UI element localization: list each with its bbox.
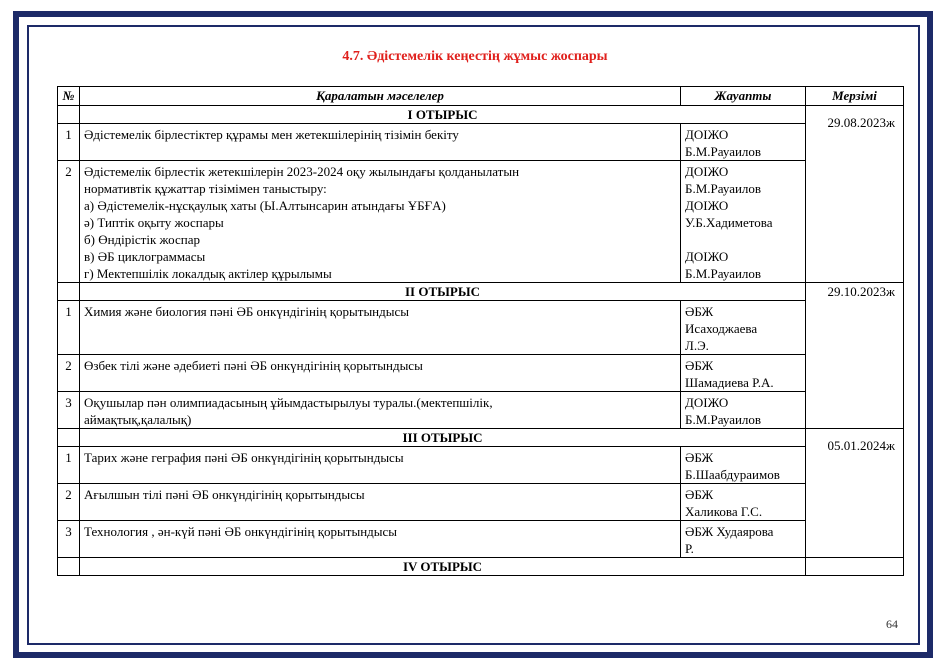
row-number: 1 <box>58 124 80 161</box>
row-topic <box>80 484 681 521</box>
page-title: 4.7. Әдістемелік кеңестің жұмыс жоспары <box>342 49 608 64</box>
text-line: ДОІЖО <box>685 249 729 264</box>
session-row <box>58 558 904 576</box>
table-row <box>58 392 904 429</box>
session-date <box>806 558 904 576</box>
table-row <box>58 355 904 392</box>
session-title: II ОТЫРЫС <box>80 283 806 301</box>
text-line: Химия және биология пәні ӘБ онкүндігінің қорытындысы <box>84 304 409 319</box>
text-line: ДОІЖО <box>685 164 729 179</box>
row-topic <box>80 447 681 484</box>
table-row <box>58 124 904 161</box>
text-line: У.Б.Хадиметова <box>685 215 773 230</box>
text-line: б) Өндірістік жоспар <box>84 232 200 247</box>
session-number-cell <box>58 283 80 301</box>
text-line: Б.Шаабдураимов <box>685 467 780 482</box>
session-number-cell <box>58 558 80 576</box>
text-line: ДОІЖО <box>685 198 729 213</box>
text-line: г) Мектепшілік локалдық актілер құрылымы <box>84 266 332 281</box>
session-row <box>58 429 904 447</box>
text-line: ДОІЖО <box>685 395 729 410</box>
row-responsible <box>681 301 806 355</box>
text-line: Оқушылар пән олимпиадасының ұйымдастырылуы туралы.(мектепшілік, <box>84 395 493 410</box>
table-row <box>58 484 904 521</box>
text-line: Технология , ән-күй пәні ӘБ онкүндігінің қорытындысы <box>84 524 398 539</box>
row-topic <box>80 301 681 355</box>
text-line: Шамадиева Р.А. <box>685 375 774 390</box>
row-topic <box>80 355 681 392</box>
text-line: Л.Э. <box>685 338 709 353</box>
row-number: 1 <box>58 301 80 355</box>
header-date: Мерзімі <box>806 87 904 106</box>
row-number: 3 <box>58 521 80 558</box>
text-line: Ағылшын тілі пәні ӘБ онкүндігінің қорытындысы <box>84 487 365 502</box>
row-number: 2 <box>58 161 80 283</box>
text-line: ӘБЖ <box>685 304 714 319</box>
text-line: ӘБЖ <box>685 450 714 465</box>
session-date: 29.08.2023ж <box>806 106 904 283</box>
header-responsible: Жауапты <box>681 87 806 106</box>
row-responsible <box>681 355 806 392</box>
row-responsible <box>681 124 806 161</box>
session-number-cell <box>58 106 80 124</box>
table-header-row <box>58 87 904 106</box>
text-line: Халикова Г.С. <box>685 504 763 519</box>
session-date: 05.01.2024ж <box>806 429 904 558</box>
text-line: Р. <box>685 541 694 556</box>
page-number: 64 <box>886 617 898 631</box>
session-title: I ОТЫРЫС <box>80 106 806 124</box>
row-topic <box>80 124 681 161</box>
row-topic <box>80 392 681 429</box>
text-line: Б.М.Рауаилов <box>685 266 762 281</box>
text-line: аймақтық,қалалық) <box>84 412 192 427</box>
text-line: Әдістемелік бірлестіктер құрамы мен жетекшілерінің тізімін бекіту <box>84 127 459 142</box>
row-topic <box>80 521 681 558</box>
text-line: ә) Типтік оқыту жоспары <box>84 215 224 230</box>
text-line: Исаходжаева <box>685 321 758 336</box>
row-responsible <box>681 484 806 521</box>
row-responsible <box>681 161 806 283</box>
text-line: а) Әдістемелік-нұсқаулық хаты (Ы.Алтынсарин атындағы ҰБҒА) <box>84 198 446 213</box>
session-number-cell <box>58 429 80 447</box>
text-line <box>685 231 801 248</box>
table-body <box>58 106 904 576</box>
text-line: Б.М.Рауаилов <box>685 181 762 196</box>
work-plan-table <box>57 86 904 576</box>
text-line: Б.М.Рауаилов <box>685 144 762 159</box>
table-row <box>58 161 904 283</box>
text-line: Тарих және геграфия пәні ӘБ онкүндігінің қорытындысы <box>84 450 404 465</box>
row-responsible <box>681 521 806 558</box>
text-line: в) ӘБ циклограммасы <box>84 249 206 264</box>
text-line: Әдістемелік бірлестік жетекшілерін 2023-2024 оқу жылындағы қолданылатын <box>84 164 520 179</box>
table-row <box>58 447 904 484</box>
session-title: IV ОТЫРЫС <box>80 558 806 576</box>
row-number: 1 <box>58 447 80 484</box>
text-line: Б.М.Рауаилов <box>685 412 762 427</box>
session-date: 29.10.2023ж <box>806 283 904 429</box>
session-row <box>58 106 904 124</box>
row-responsible <box>681 447 806 484</box>
row-number: 3 <box>58 392 80 429</box>
header-number: № <box>58 87 80 106</box>
text-line: ӘБЖ <box>685 487 714 502</box>
row-topic <box>80 161 681 283</box>
table-row <box>58 301 904 355</box>
text-line: нормативтік құжаттар тізімімен таныстыру: <box>84 181 327 196</box>
text-line: ӘБЖ <box>685 358 714 373</box>
table-row <box>58 521 904 558</box>
text-line: ДОІЖО <box>685 127 729 142</box>
text-line: Өзбек тілі және әдебиеті пәні ӘБ онкүндігінің қорытындысы <box>84 358 423 373</box>
row-responsible <box>681 392 806 429</box>
session-title: III ОТЫРЫС <box>80 429 806 447</box>
text-line: ӘБЖ Худаярова <box>685 524 774 539</box>
session-row <box>58 283 904 301</box>
row-number: 2 <box>58 484 80 521</box>
row-number: 2 <box>58 355 80 392</box>
header-topic: Қаралатын мәселелер <box>80 87 681 106</box>
